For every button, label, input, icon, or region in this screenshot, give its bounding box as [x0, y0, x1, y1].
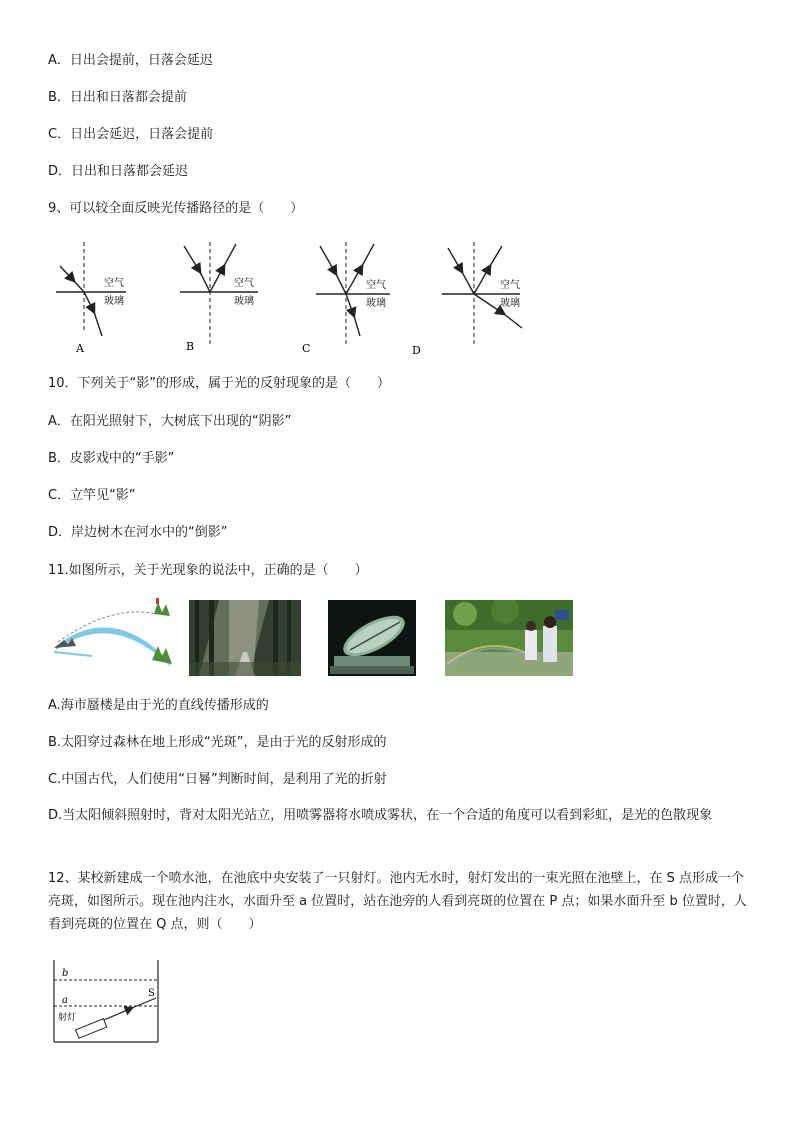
- figure-d: [412, 242, 522, 357]
- q10-stem: 10．下列关于“影”的形成，属于光的反射现象的是（ ）: [48, 376, 391, 391]
- q11-stem: 11.如图所示，关于光现象的说法中，正确的是（ ）: [48, 563, 368, 578]
- figure-a-glass-label: 玻璃: [104, 296, 124, 307]
- figure-a: [56, 242, 126, 355]
- q10-option-b: B．皮影戏中的“手影”: [48, 451, 175, 466]
- q10-option-c: C．立竿见“影”: [48, 488, 136, 503]
- figure-b-glass-label: 玻璃: [234, 296, 254, 307]
- figure-d-glass-label: 玻璃: [500, 298, 520, 309]
- forest-sunbeam-image: [189, 600, 301, 676]
- q11-option-a: A.海市蜃楼是由于光的直线传播形成的: [48, 698, 269, 713]
- figure-a-air-label: 空气: [104, 278, 124, 289]
- q9-stem: 9、可以较全面反映光传播路径的是（ ）: [48, 201, 304, 216]
- figure-c-letter: C: [302, 342, 311, 355]
- figure-d-air-label: 空气: [500, 280, 520, 291]
- figure-c-glass-label: 玻璃: [366, 298, 386, 309]
- q10-option-d: D．岸边树木在河水中的“倒影”: [48, 525, 228, 540]
- figure-d-letter: D: [412, 344, 421, 357]
- q11-option-c: C.中国古代，人们使用“日晷”判断时间，是利用了光的折射: [48, 772, 387, 787]
- spotlight-label: 射灯: [58, 1013, 77, 1023]
- figure-b-letter: B: [186, 340, 195, 353]
- figure-a-letter: A: [76, 342, 84, 355]
- fountain-pool-diagram: [50, 958, 162, 1046]
- q10-option-a: A．在阳光照射下，大树底下出现的“阴影”: [48, 414, 292, 429]
- q12-stem: 12、某校新建成一个喷水池，在池底中央安装了一只射灯。池内无水时，射灯发出的一束光照在池壁上，在 S 点形成一个亮斑，如图所示。现在池内注水，水面升至 a 位置时，站在池旁的人看到亮斑的位置在 P 点；如果水面升至 b 位置时，人看到亮斑的位置在 Q 点，则（ ）: [48, 871, 747, 932]
- rainbow-spray-image: [445, 600, 573, 676]
- water-level-a-label: a: [62, 995, 68, 1006]
- q11-option-b: B.太阳穿过森林在地上形成“光斑”，是由于光的反射形成的: [48, 735, 387, 750]
- q8-option-a: A．日出会提前，日落会延迟: [48, 53, 213, 68]
- q8-option-c: C．日出会延迟，日落会提前: [48, 127, 214, 142]
- sundial-image: [328, 600, 416, 676]
- point-s-label: S: [148, 988, 155, 999]
- figure-b-air-label: 空气: [234, 278, 254, 289]
- figure-c-air-label: 空气: [366, 280, 386, 291]
- q8-option-d: D．日出和日落都会延迟: [48, 164, 189, 179]
- q9-figures: [48, 232, 548, 360]
- water-level-b-label: b: [62, 968, 69, 979]
- q8-option-b: B．日出和日落都会提前: [48, 90, 187, 105]
- figure-b: [180, 242, 258, 353]
- mirage-image: [52, 596, 176, 678]
- q11-option-d: D.当太阳倾斜照射时，背对太阳光站立，用喷雾器将水喷成雾状，在一个合适的角度可以看到彩虹，是光的色散现象: [48, 808, 713, 823]
- figure-c: [302, 242, 390, 355]
